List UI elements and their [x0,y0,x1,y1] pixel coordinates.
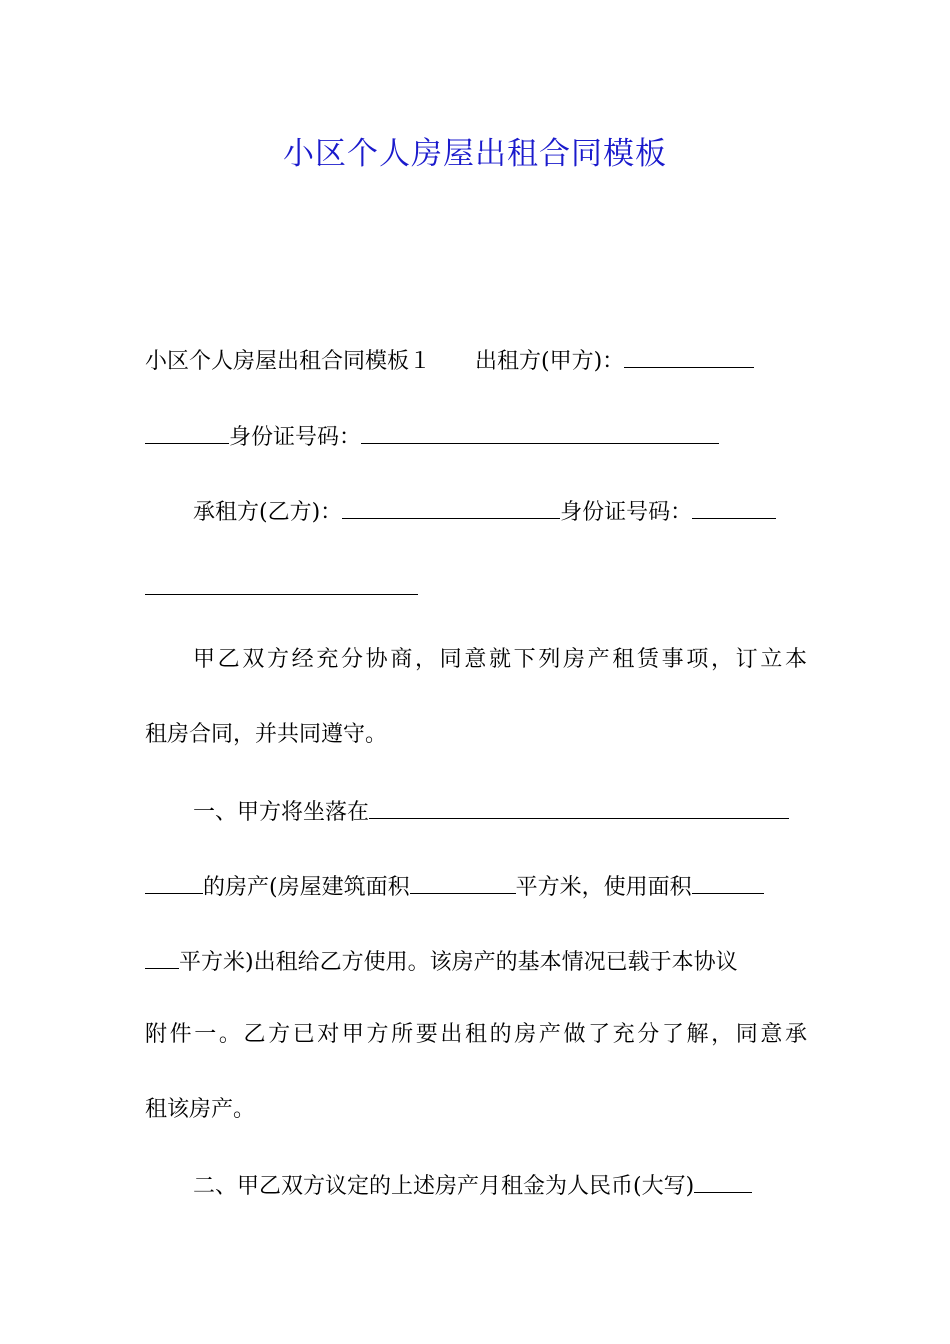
lessor-id-label: 身份证号码： [229,425,362,450]
lessee-id-blank-cont[interactable] [145,566,418,595]
lessor-label: 小区个人房屋出租合同模板１ 出租方(甲方)： [145,349,625,374]
lessor-name-blank[interactable] [624,339,754,368]
lessor-id-line [145,415,807,455]
clause-1-line-3 [145,940,807,980]
usable-area-label: 平方米，使用面积 [515,875,692,900]
document-title: 小区个人房屋出租合同模板 [283,136,667,172]
usable-area-blank-cont[interactable] [145,940,179,969]
property-address-blank[interactable] [369,790,789,819]
usable-area-blank[interactable] [692,865,764,894]
lessee-line [193,490,807,530]
clause-1-line-5: 租该房产。 [145,1097,256,1122]
lessor-id-blank[interactable] [361,415,719,444]
lessee-id-label: 身份证号码： [560,500,693,525]
building-area-blank[interactable] [410,865,516,894]
lessee-label: 承租方(乙方)： [193,500,343,525]
lessee-id-blank[interactable] [692,490,776,519]
lessor-line [145,339,807,379]
monthly-rent-blank[interactable] [694,1164,752,1193]
clause-1-label: 一、甲方将坐落在 [193,800,370,825]
lessee-name-blank[interactable] [342,490,560,519]
clause-1-text-3: 平方米)出租给乙方使用。该房产的基本情况已载于本协议 [179,950,738,975]
lessee-id-cont-line [145,566,807,606]
clause-1-line-2 [145,865,807,905]
clause-2-line-1 [193,1164,807,1204]
property-address-blank-cont[interactable] [145,865,203,894]
building-area-label: 的房产(房屋建筑面积 [203,875,410,900]
intro-paragraph-line-1: 甲乙双方经充分协商，同意就下列房产租赁事项，订立本 [193,647,807,672]
lessor-name-blank-cont[interactable] [145,415,229,444]
clause-1-line-4: 附件一。乙方已对甲方所要出租的房产做了充分了解，同意承 [145,1022,807,1047]
clause-1-line-1 [193,790,807,830]
intro-paragraph-line-2: 租房合同，并共同遵守。 [145,722,388,747]
clause-2-label: 二、甲乙双方议定的上述房产月租金为人民币(大写) [193,1174,695,1199]
